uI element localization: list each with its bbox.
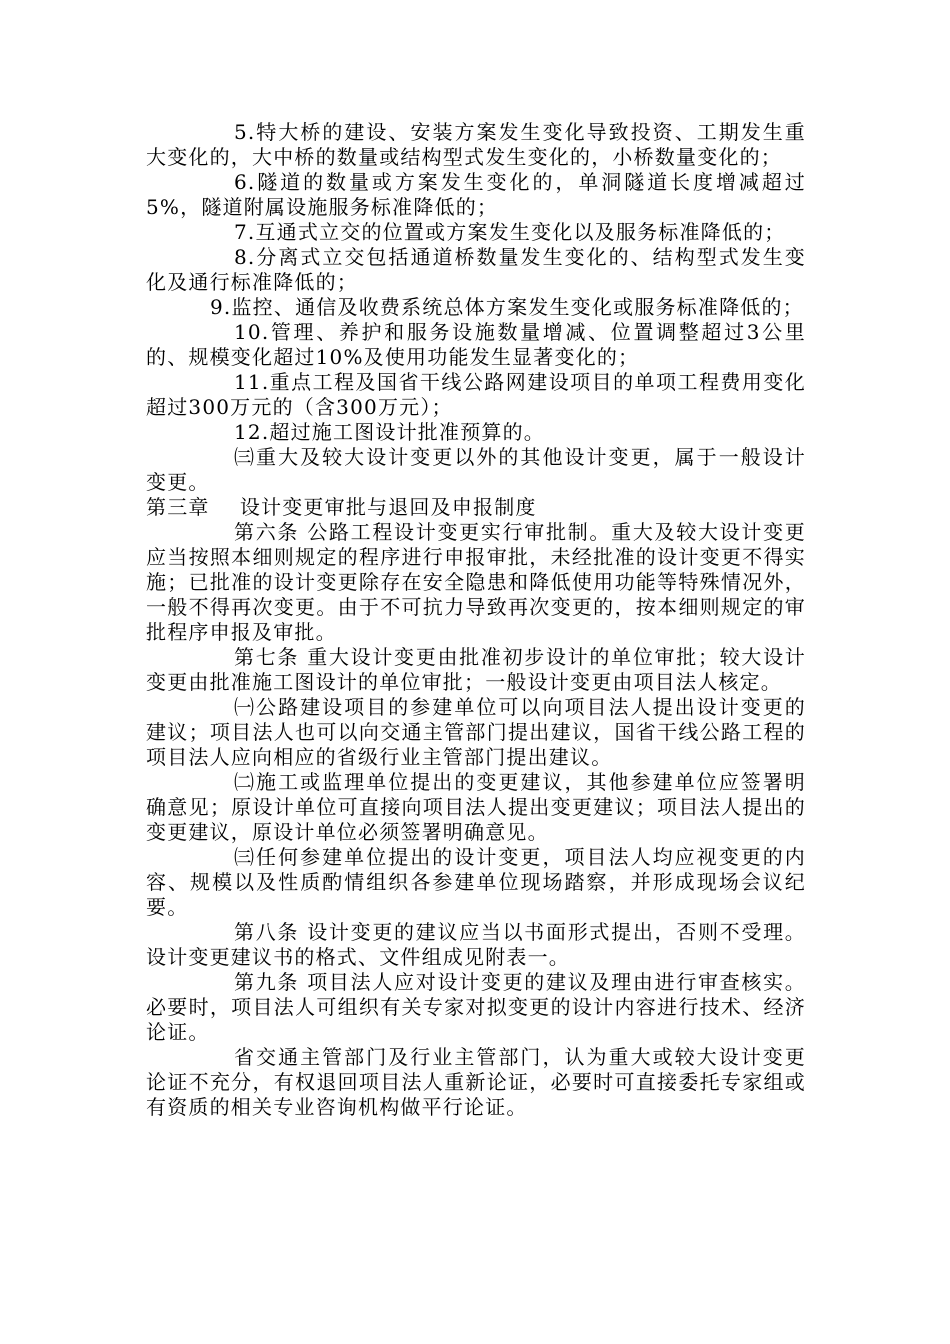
paragraph-item-9: 9.监控、通信及收费系统总体方案发生变化或服务标准降低的； [210,295,804,319]
paragraph-item-10: 10.管理、养护和服务设施数量增减、位置调整超过3公里的、规模变化超过10%及使用功能发生显著变化的； [146,320,806,369]
paragraph-clause-general-change: ㈢重大及较大设计变更以外的其他设计变更，属于一般设计变更。 [146,445,806,494]
paragraph-item-12: 12.超过施工图设计批准预算的。 [234,420,546,444]
paragraph-article-9: 第九条 项目法人应对设计变更的建议及理由进行审查核实。必要时，项目法人可组织有关专家对拟变更的设计内容进行技术、经济论证。 [146,970,806,1044]
paragraph-article-7: 第七条 重大设计变更由批准初步设计的单位审批；较大设计变更由批准施工图设计的单位审批；一般设计变更由项目法人核定。 [146,645,806,694]
paragraph-article-7-clause-3: ㈢任何参建单位提出的设计变更，项目法人均应视变更的内容、规模以及性质酌情组织各参建单位现场踏察，并形成现场会议纪要。 [146,845,806,919]
paragraph-article-8: 第八条 设计变更的建议应当以书面形式提出，否则不受理。设计变更建议书的格式、文件组成见附表一。 [146,920,806,969]
paragraph-item-5: 5.特大桥的建设、安装方案发生变化导致投资、工期发生重大变化的，大中桥的数量或结构型式发生变化的，小桥数量变化的； [146,120,806,169]
paragraph-item-7: 7.互通式立交的位置或方案发生变化以及服务标准降低的； [234,220,786,244]
paragraph-article-7-clause-1: ㈠公路建设项目的参建单位可以向项目法人提出设计变更的建议；项目法人也可以向交通主管部门提出建议，国省干线公路工程的项目法人应向相应的省级行业主管部门提出建议。 [146,695,806,769]
paragraph-article-7-clause-2: ㈡施工或监理单位提出的变更建议，其他参建单位应签署明确意见；原设计单位可直接向项目法人提出变更建议；项目法人提出的变更建议，原设计单位必须签署明确意见。 [146,770,806,844]
paragraph-item-6: 6.隧道的数量或方案发生变化的，单洞隧道长度增减超过5%，隧道附属设施服务标准降低的； [146,170,806,219]
chapter-heading: 第三章 设计变更审批与退回及申报制度 [146,495,537,519]
document-page [146,120,806,1120]
paragraph-article-9-continued: 省交通主管部门及行业主管部门，认为重大或较大设计变更论证不充分，有权退回项目法人重新论证，必要时可直接委托专家组或有资质的相关专业咨询机构做平行论证。 [146,1045,806,1119]
paragraph-item-8: 8.分离式立交包括通道桥数量发生变化的、结构型式发生变化及通行标准降低的； [146,245,806,294]
paragraph-item-11: 11.重点工程及国省干线公路网建设项目的单项工程费用变化超过300万元的（含300万元）； [146,370,806,419]
paragraph-article-6: 第六条 公路工程设计变更实行审批制。重大及较大设计变更应当按照本细则规定的程序进行申报审批，未经批准的设计变更不得实施；已批准的设计变更除存在安全隐患和降低使用功能等特殊情况外，一般不得再次变更。由于不可抗力导致再次变更的，按本细则规定的审批程序申报及审批。 [146,520,806,644]
